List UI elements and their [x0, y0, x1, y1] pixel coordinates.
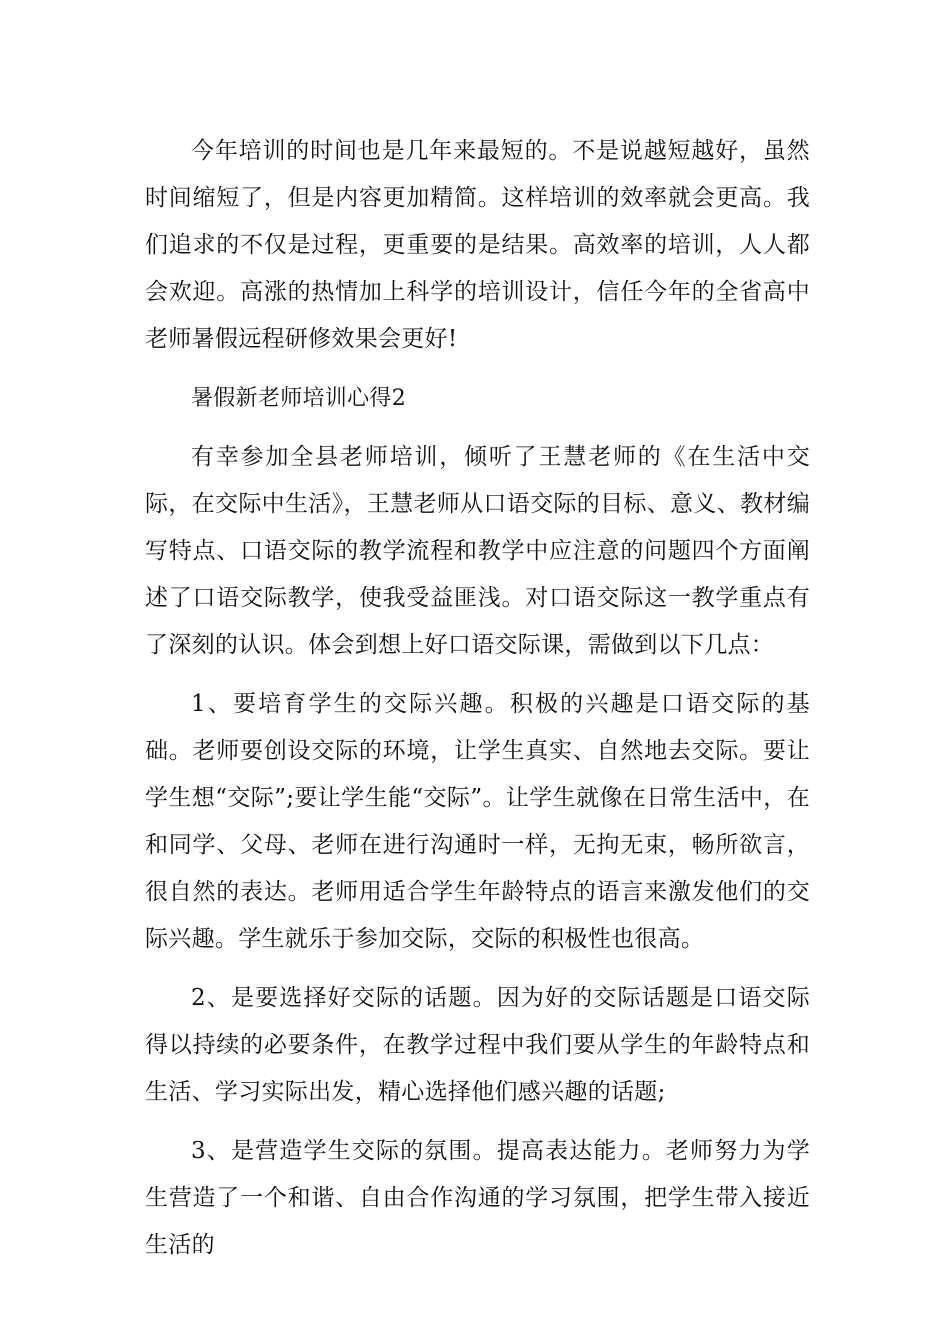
paragraph-4: 2、是要选择好交际的话题。因为好的交际话题是口语交际得以持续的必要条件，在教学过程中我们要从学生的年龄特点和生活、学习实际出发，精心选择他们感兴趣的话题; — [145, 985, 810, 1105]
document-body — [145, 128, 810, 1281]
paragraph-1: 今年培训的时间也是几年来最短的。不是说越短越好，虽然时间缩短了，但是内容更加精简。这样培训的效率就会更高。我们追求的不仅是过程，更重要的是结果。高效率的培训，人人都会欢迎。高涨的热情加上科学的培训设计，信任今年的全省高中老师暑假远程研修效果会更好! — [145, 138, 810, 352]
paragraph-2: 有幸参加全县老师培训，倾听了王慧老师的《在生活中交际，在交际中生活》，王慧老师从口语交际的目标、意义、教材编写特点、口语交际的教学流程和教学中应注意的问题四个方面阐述了口语交际教学，使我受益匪浅。对口语交际这一教学重点有了深刻的认识。体会到想上好口语交际课，需做到以下几点： — [145, 444, 810, 658]
paragraph-5: 3、是营造学生交际的氛围。提高表达能力。老师努力为学生营造了一个和谐、自由合作沟通的学习氛围，把学生带入接近生活的 — [145, 1138, 810, 1258]
paragraph-3: 1、要培育学生的交际兴趣。积极的兴趣是口语交际的基础。老师要创设交际的环境，让学生真实、自然地去交际。要让学生想“交际”;要让学生能“交际”。让学生就像在日常生活中，在和同学、父母、老师在进行沟通时一样，无拘无束，畅所欲言，很自然的表达。老师用适合学生年龄特点的语言来激发他们的交际兴趣。学生就乐于参加交际，交际的积极性也很高。 — [145, 691, 810, 952]
section-heading: 暑假新老师培训心得2 — [191, 386, 406, 411]
